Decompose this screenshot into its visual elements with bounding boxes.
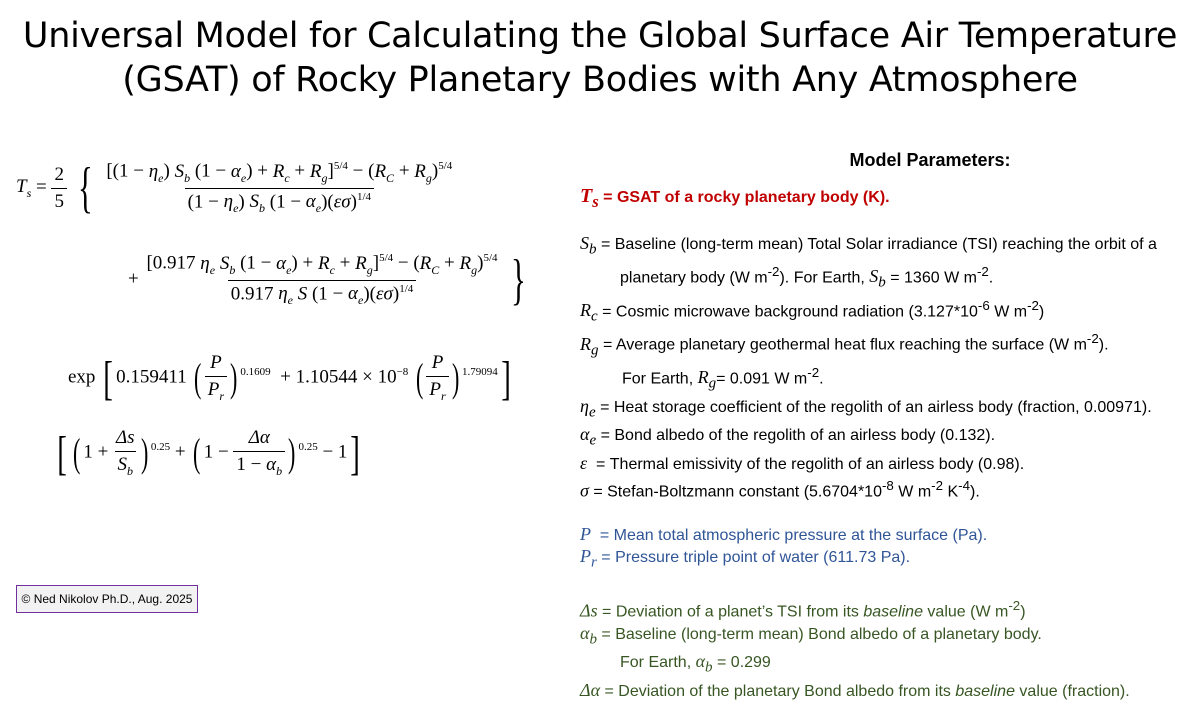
title-line-2: (GSAT) of Rocky Planetary Bodies with Any Atmosphere bbox=[122, 60, 1078, 100]
model-parameters bbox=[580, 150, 1190, 702]
param-sb: $S_b$ = Baseline (long-term mean) Total Solar irradiance (TSI) reaching the orbit of a bbox=[580, 232, 1157, 258]
param-pr: $P_r$ = Pressure triple point of water (611.73 Pa). bbox=[580, 546, 911, 571]
param-alpha-b-earth: For Earth, $\alpha_b = 0.299$ bbox=[620, 651, 771, 676]
parameters-heading: Model Parameters: bbox=[849, 150, 1011, 170]
param-alpha-e: $\alpha_e$ = Bond albedo of the regolith of an airless body (0.132). bbox=[580, 424, 996, 449]
param-eta: $\eta_e$ = Heat storage coefficient of the regolith of an airless body (fraction, 0.00971). bbox=[580, 395, 1152, 421]
equation-albedo-factor: [ ( 1 + $\frac{\Delta s}{S_b}$ ) $^{0.25}$ + ( 1 − $\frac{\Delta\alpha}{1 - \alpha_b}$ ) $^{0.25}$ − 1] bbox=[57, 426, 361, 480]
equation-ts-second-term: + $\frac{[0.917 \eta_e S_b (1 - \alpha_e) + R_c + R_g]^{5/4} - (R_C + R_g)^{5/4}}{0.917 \eta_e S (1 - \alpha_e)(\varepsilon\sigma)^{1/4}}$ } bbox=[128, 249, 527, 311]
title-line-1: Universal Model for Calculating the Global Surface Air Temperature bbox=[22, 16, 1178, 56]
param-alpha-b: $\alpha_b$ = Baseline (long-term mean) Bond albedo of a planetary body. bbox=[580, 622, 1042, 648]
param-rg: $R_g$ = Average planetary geothermal heat flux reaching the surface (W $m^{-2}$). bbox=[580, 331, 1109, 359]
equation-pressure-factor: exp [ 0.159411 ( $\frac{P}{P_r}$ ) $^{0.1609} + 1.10544 \times 10^{-8}$ ( $\frac{P}{P_r}$ ) $^{1.79094}$] bbox=[68, 351, 511, 405]
param-p: P = Mean total atmospheric pressure at the surface (Pa). bbox=[580, 523, 988, 544]
param-ts: $T_s$ = GSAT of a rocky planetary body (K). bbox=[580, 184, 890, 211]
param-rg-earth: For Earth, $R_g= 0.091$ W $m^{-2}$. bbox=[622, 365, 824, 393]
param-delta-alpha: Δα = Deviation of the planetary Bond albedo from its baseline value (fraction). bbox=[580, 679, 1130, 700]
param-sb-cont: planetary body (W $m^{-2}$). For Earth, $S_b = 1360$ W $m^{-2}$. bbox=[620, 263, 994, 291]
param-sigma: σ = Stefan-Boltzmann constant ($5.6704*10^{-8}$ W $m^{-2}$ $K^{-4}$). bbox=[580, 478, 980, 501]
param-epsilon: ε = Thermal emissivity of the regolith of an airless body (0.98). bbox=[580, 452, 1025, 473]
equation-ts: $T_s$ = $\frac{2}{5}$ { $\frac{[(1 - \eta_e) S_b (1 - \alpha_e) + R_c + R_g]^{5/4} - (R_C + R_g)^{5/4}}{(1 - \eta_e) S_b (1 - \alpha_e)(\varepsilon\sigma)^{1/4}}$ bbox=[16, 157, 453, 219]
page-title bbox=[0, 14, 1200, 102]
credit-box: © Ned Nikolov Ph.D., Aug. 2025 bbox=[16, 585, 198, 613]
param-delta-s: Δs = Deviation of a planet’s TSI from its baseline value (W $m^{-2}$) bbox=[580, 597, 1026, 621]
param-rc: $R_c$ = Cosmic microwave background radiation ($3.127*10^{-6}$ W $m^{-2}$) bbox=[580, 297, 1045, 325]
